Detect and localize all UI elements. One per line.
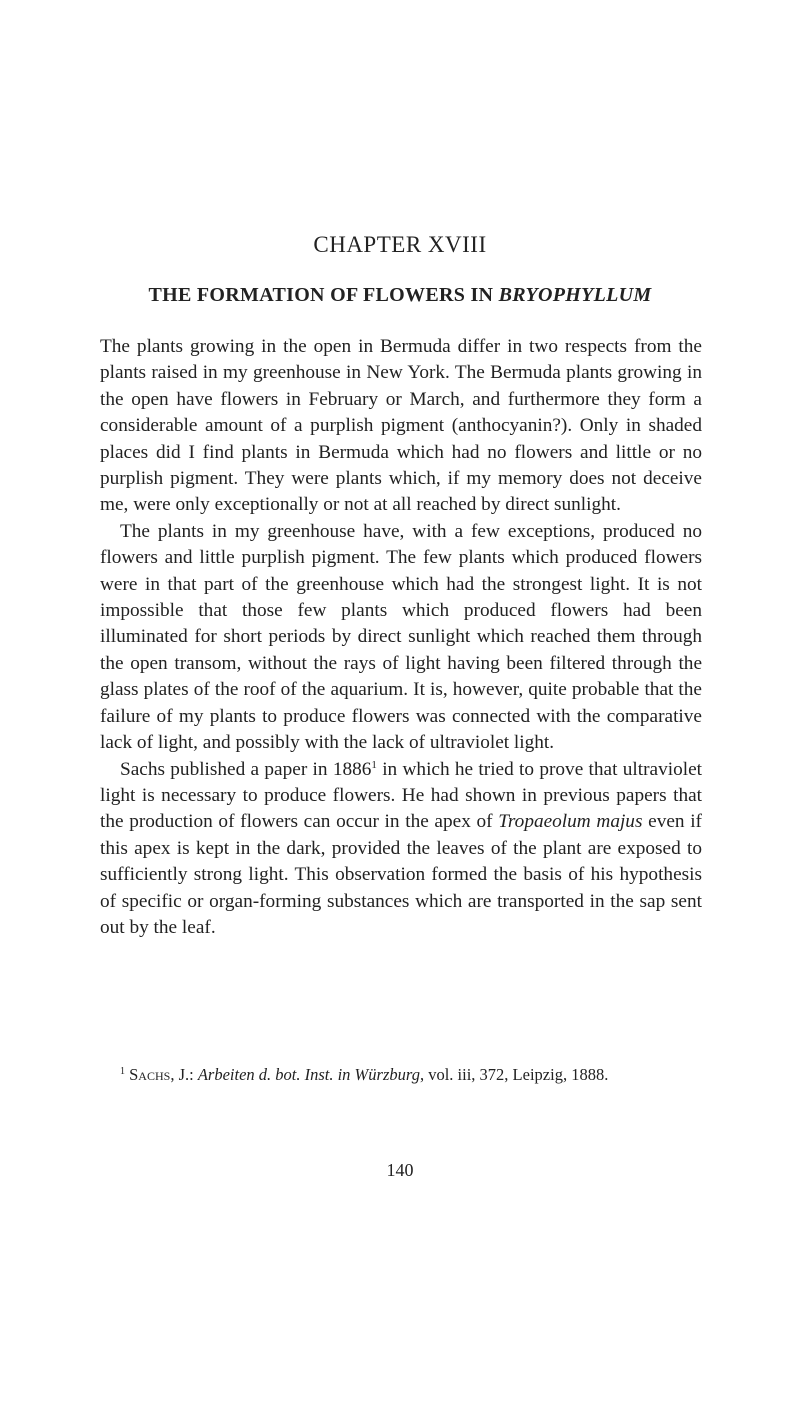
chapter-title [0,284,800,307]
footnote-details: , vol. iii, 372, Leipzig, 1888. [419,1065,609,1084]
footnote-journal: Arbeiten d. bot. Inst. in Würzburg [197,1065,420,1084]
chapter-title-prefix: THE FORMATION OF FLOWERS IN [148,284,499,306]
paragraph-3-part-b: in which he tried to prove that ultraviolet light is necessary to produce flowers. He had shown in previous papers that the production of flowers can occur in the apex of [100,758,702,833]
paragraph-3-part-c: even if this apex is kept in the dark, provided the leaves of the plant are exposed to sufficiently strong light. This observation formed the basis of his hypothesis of specific or organ-forming substances which are transported in the sap sent out by the leaf. [100,811,702,938]
footnote-author: Sachs [129,1065,171,1084]
species-name: Tropaeolum majus [498,811,643,833]
chapter-heading: CHAPTER XVIII [313,232,487,257]
paragraph-3 [100,757,702,942]
paragraph-2: The plants in my greenhouse have, with a few exceptions, produced no flowers and little purplish pigment. The few plants which produced flowers were in that part of the greenhouse which had the strongest light. It is not impossible that those few plants which produced flowers had been illuminated for short periods by direct sunlight which reached them through the open transom, without the rays of light having been filtered through the glass plates of the roof of the aquarium. It is, however, quite probable that the failure of my plants to produce flowers was connected with the comparative lack of light, and possibly with the lack of ultraviolet light. [100,520,702,754]
paragraph-1: The plants growing in the open in Bermuda differ in two respects from the plants raised in my greenhouse in New York. The Bermuda plants growing in the open have flowers in February or March, and furthermore they form a considerable amount of a purplish pigment (anthocyanin?). Only in shaded places did I find plants in Bermuda which had no flowers and little or no purplish pigment. They were plants which, if my memory does not deceive me, were only exceptionally or not at all reached by direct sunlight. [100,336,702,516]
footnote [100,1064,702,1086]
footnote-author-rest: , J.: [170,1065,198,1084]
footnote-marker: 1 [120,1066,125,1077]
footnote-reference: 1 [371,758,377,771]
chapter-title-italic: BRYOPHYLLUM [498,284,652,306]
paragraph-3-part-a: Sachs published a paper in 1886 [120,758,372,780]
page-number: 140 [386,1160,414,1180]
body-text [100,334,702,941]
